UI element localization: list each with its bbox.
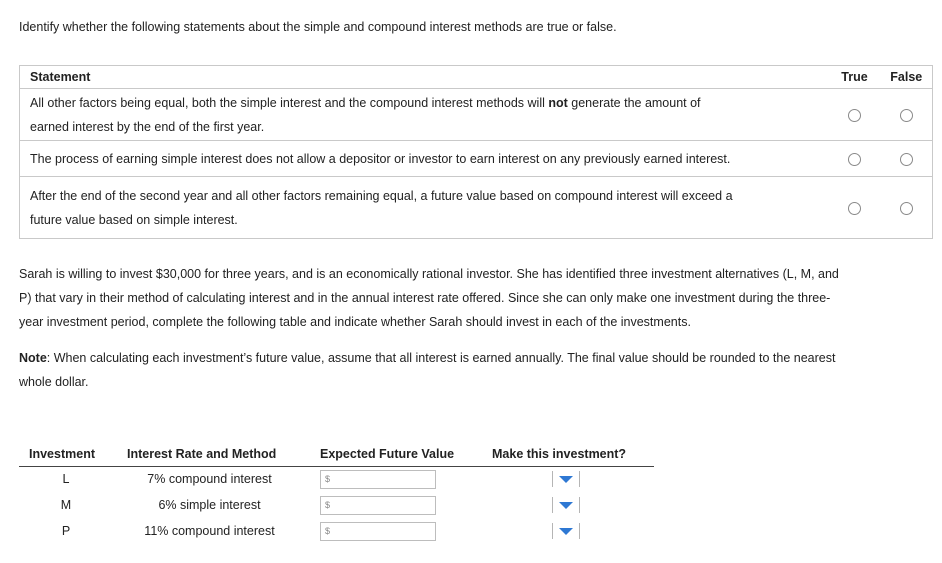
table-row — [20, 141, 933, 177]
future-value-field — [320, 470, 436, 489]
true-radio[interactable] — [848, 109, 861, 122]
dollar-sign: $ — [325, 473, 331, 484]
table-row — [20, 89, 933, 141]
dropdown-arrow-icon — [559, 528, 573, 535]
future-value-field — [320, 496, 436, 515]
investment-header-row — [19, 443, 654, 466]
dropdown-arrow-icon — [559, 476, 573, 483]
true-false-table — [19, 65, 933, 239]
dropdown-arrow-icon — [559, 502, 573, 509]
decision-header: Make this investment? — [492, 443, 654, 466]
decision-dropdown[interactable] — [552, 470, 580, 488]
true-option-cell — [829, 141, 881, 177]
decision-dropdown[interactable] — [552, 522, 580, 540]
instructions-text: Identify whether the following statements about the simple and compound interest methods are true or false. — [19, 20, 617, 34]
false-option-cell — [881, 89, 933, 141]
rate-method: 11% compound interest — [144, 524, 275, 538]
future-value-header: Expected Future Value — [320, 443, 492, 466]
future-value-input[interactable] — [321, 471, 435, 488]
true-radio[interactable] — [848, 202, 861, 215]
table-header-row — [20, 66, 933, 89]
dollar-sign: $ — [325, 525, 331, 536]
rate-method: 7% compound interest — [147, 472, 272, 487]
true-option-cell — [829, 177, 881, 239]
investment-label: L — [62, 472, 70, 487]
table-row — [20, 177, 933, 239]
statement-text: The process of earning simple interest does not allow a depositor or investor to earn interest on any previously earned interest. — [20, 141, 829, 177]
statement-text: All other factors being equal, both the simple interest and the compound interest methods will not generate the amount of earned interest by the end of the first year. — [20, 89, 829, 141]
false-radio[interactable] — [900, 153, 913, 166]
note-label: Note — [19, 351, 47, 365]
investment-table — [19, 443, 654, 544]
dollar-sign: $ — [325, 499, 331, 510]
scenario-paragraph: Sarah is willing to invest $30,000 for three years, and is an economically rational investor. She has identified three investment alternatives (L, M, and P) that vary in their method of calculating interest and in the annual interest rate offered. Since she can only make one investment during the three- year investment period, complete the following table and indicate whether Sarah should invest in each of the investments. — [19, 267, 839, 329]
investment-label: M — [60, 498, 72, 512]
false-option-cell — [881, 177, 933, 239]
statement-text: After the end of the second year and all other factors remaining equal, a future value based on compound interest will exceed a future value based on simple interest. — [30, 188, 733, 227]
emphasis-not: not — [548, 95, 568, 110]
decision-dropdown[interactable] — [552, 496, 580, 514]
rate-header: Interest Rate and Method — [127, 443, 320, 466]
note-paragraph: Note: When calculating each investment’s future value, assume that all interest is earned annually. The final value should be rounded to the nearest whole dollar. — [19, 351, 836, 389]
rate-method: 6% simple interest — [158, 498, 261, 512]
true-radio[interactable] — [848, 153, 861, 166]
future-value-field — [320, 522, 436, 541]
false-radio[interactable] — [900, 109, 913, 122]
investment-label: P — [61, 524, 71, 538]
table-row — [19, 518, 654, 544]
table-row — [19, 466, 654, 492]
false-header: False — [881, 66, 933, 89]
false-option-cell — [881, 141, 933, 177]
future-value-input[interactable] — [321, 497, 435, 514]
statement-header: Statement — [20, 66, 829, 89]
table-row — [19, 492, 654, 518]
future-value-input[interactable] — [321, 523, 435, 540]
true-header: True — [829, 66, 881, 89]
false-radio[interactable] — [900, 202, 913, 215]
true-option-cell — [829, 89, 881, 141]
investment-header: Investment — [19, 443, 127, 466]
